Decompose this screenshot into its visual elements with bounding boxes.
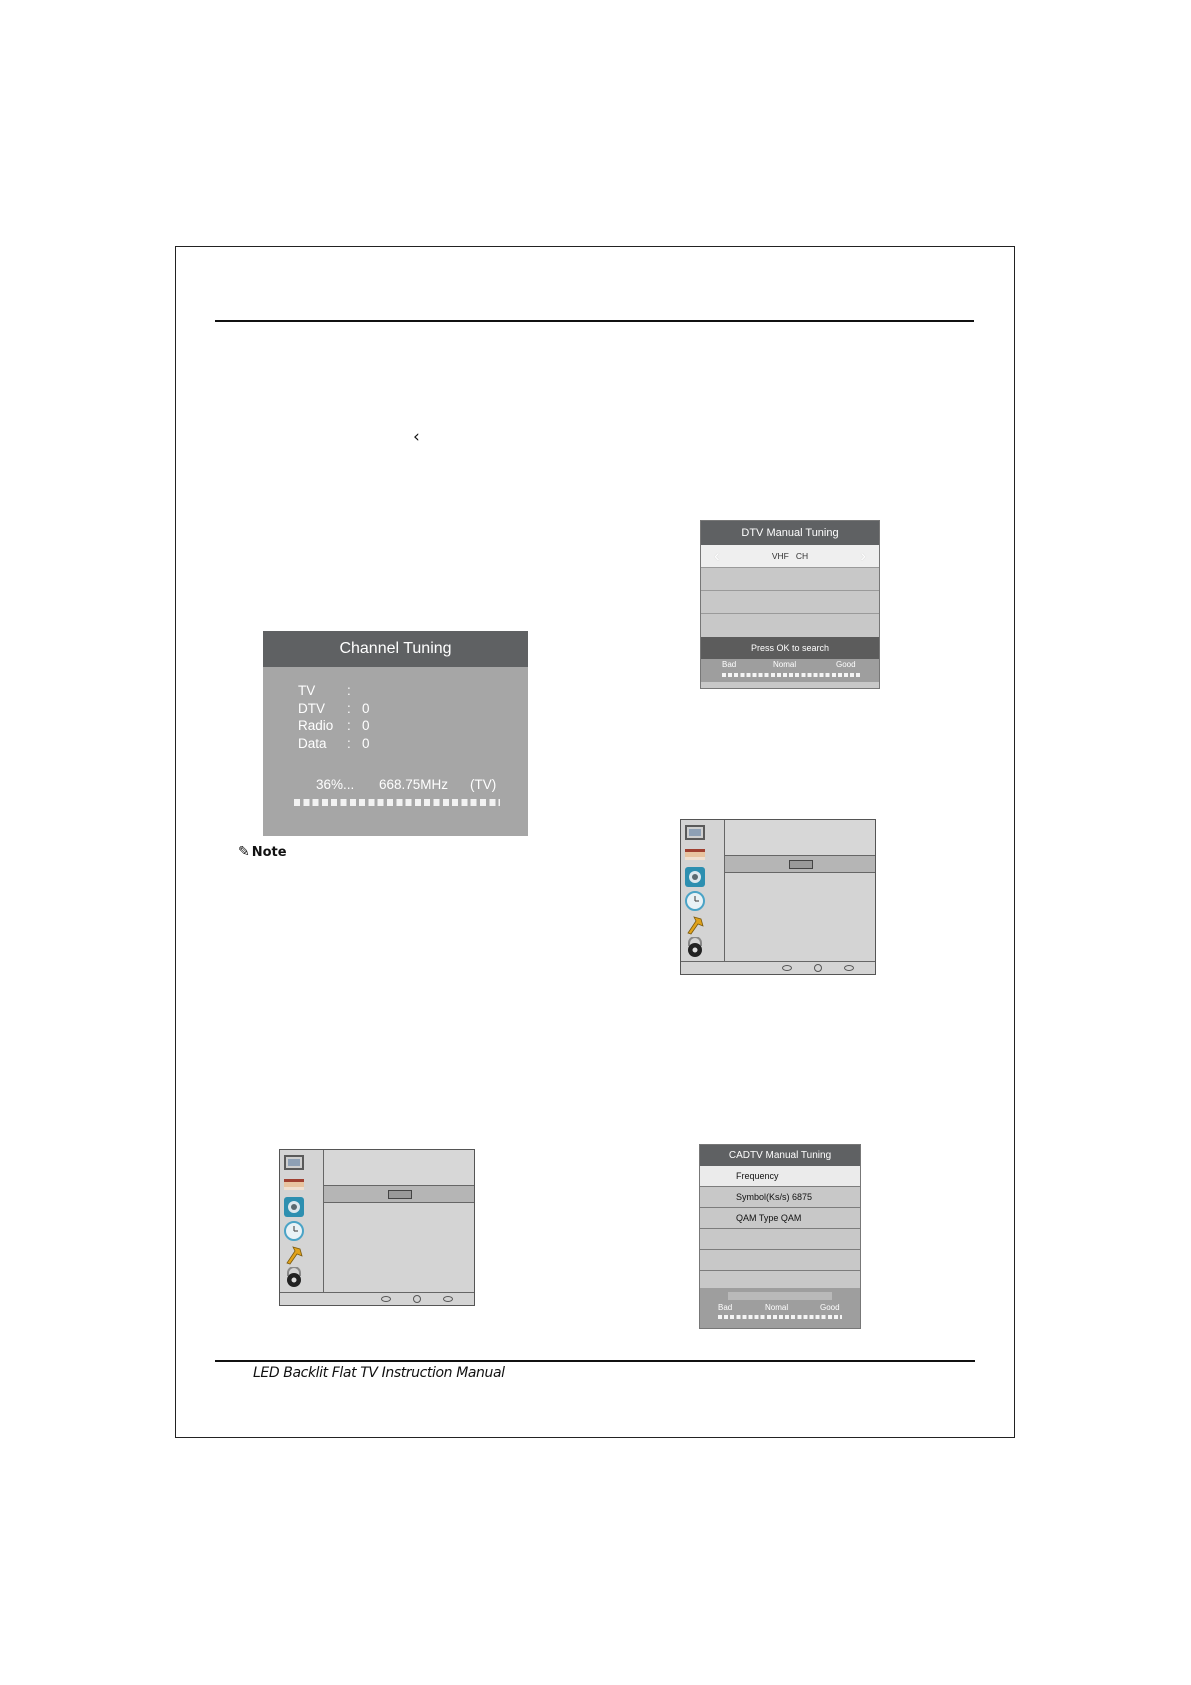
- exit-button-icon[interactable]: [443, 1296, 453, 1302]
- lock-icon[interactable]: [684, 937, 706, 957]
- sound-icon[interactable]: [283, 1175, 305, 1195]
- signal-quality-bar: [728, 1292, 832, 1300]
- signal-strength-bar: [718, 1315, 842, 1319]
- tuning-row-value: 0: [362, 718, 370, 733]
- signal-meter: [701, 659, 879, 682]
- signal-label-good: Good: [836, 660, 856, 669]
- pencil-icon: ✎: [238, 844, 250, 860]
- dtv-info-row: [701, 568, 879, 591]
- clock-icon[interactable]: [283, 1221, 305, 1241]
- dtv-info-row: [701, 591, 879, 614]
- osd-menu-sidebar: [280, 1150, 324, 1292]
- picture-icon[interactable]: [283, 1153, 305, 1173]
- header-rule: [215, 320, 974, 322]
- back-button-icon[interactable]: [381, 1296, 391, 1302]
- dtv-manual-tuning-screen: [700, 520, 880, 689]
- footer-title: LED Backlit Flat TV Instruction Manual: [253, 1365, 505, 1381]
- signal-label-bad: Bad: [718, 1303, 733, 1312]
- dtv-info-row: [701, 614, 879, 637]
- dtv-channel-selector[interactable]: [701, 545, 879, 568]
- picture-icon[interactable]: [684, 823, 706, 843]
- speaker-icon[interactable]: [283, 1197, 305, 1217]
- search-prompt[interactable]: Press OK to search: [701, 637, 879, 659]
- cadtv-symbol-rate-row[interactable]: Symbol(Ks/s) 6875: [700, 1187, 860, 1208]
- setup-icon[interactable]: [684, 915, 706, 935]
- signal-strength-bar: [722, 673, 861, 677]
- osd-menu-screen: [680, 819, 876, 975]
- tuning-row-label: Data: [298, 735, 327, 751]
- tuning-row-label: TV: [298, 683, 316, 698]
- osd-selected-row[interactable]: [324, 1186, 474, 1203]
- cadtv-qam-type-row[interactable]: QAM Type QAM: [700, 1208, 860, 1229]
- cadtv-manual-tuning-screen: [699, 1144, 861, 1329]
- lock-icon[interactable]: [283, 1267, 305, 1287]
- footer-rule: [215, 1360, 975, 1362]
- cadtv-info-row: [700, 1250, 860, 1271]
- osd-menu-footer: [280, 1292, 474, 1305]
- osd-menu-header: [324, 1150, 474, 1186]
- dtv-manual-tuning-title: DTV Manual Tuning: [701, 521, 879, 545]
- tuning-row-label: DTV: [298, 700, 325, 716]
- band-label: VHF: [771, 551, 789, 561]
- channel-label: CH: [795, 551, 809, 561]
- sound-icon[interactable]: [684, 845, 706, 865]
- osd-selected-row[interactable]: [725, 856, 875, 873]
- left-arrow-icon: ‹: [413, 427, 420, 447]
- osd-selection-chip[interactable]: [789, 860, 813, 869]
- osd-selection-chip[interactable]: [388, 1190, 412, 1199]
- osd-menu-screen: [279, 1149, 475, 1306]
- scan-frequency: 668.75MHz: [379, 777, 449, 792]
- tuning-row-value: 0: [362, 700, 370, 716]
- chevron-right-icon[interactable]: ›: [860, 546, 866, 565]
- signal-meter: [700, 1288, 860, 1328]
- exit-button-icon[interactable]: [844, 965, 854, 971]
- channel-tuning-screen: Channel Tuning TV : DTV : 0 Radio : 0 Data : 0 36%... 668.75MHz (TV): [263, 631, 528, 836]
- channel-tuning-title: Channel Tuning: [263, 631, 528, 667]
- ok-button-icon[interactable]: [413, 1295, 421, 1303]
- osd-menu-sidebar: [681, 820, 725, 962]
- cadtv-manual-tuning-title: CADTV Manual Tuning: [700, 1145, 860, 1166]
- ok-button-icon[interactable]: [814, 964, 822, 972]
- osd-menu-footer: [681, 961, 875, 974]
- clock-icon[interactable]: [684, 891, 706, 911]
- setup-icon[interactable]: [283, 1245, 305, 1265]
- back-button-icon[interactable]: [782, 965, 792, 971]
- note-heading: ✎ Note: [238, 844, 287, 860]
- tuning-row-label: Radio: [298, 718, 334, 733]
- scan-progress-bar: [294, 799, 500, 806]
- scan-percent: 36%...: [316, 777, 355, 792]
- osd-menu-header: [725, 820, 875, 856]
- tuning-row-value: 0: [362, 735, 370, 751]
- cadtv-frequency-row[interactable]: Frequency: [700, 1166, 860, 1187]
- signal-label-good: Good: [820, 1303, 840, 1312]
- signal-label-normal: Nomal: [765, 1303, 789, 1312]
- scan-mode: (TV): [470, 777, 497, 792]
- speaker-icon[interactable]: [684, 867, 706, 887]
- signal-label-bad: Bad: [722, 660, 737, 669]
- chevron-left-icon[interactable]: ‹: [714, 546, 720, 565]
- cadtv-info-row: [700, 1229, 860, 1250]
- signal-label-normal: Nomal: [773, 660, 797, 669]
